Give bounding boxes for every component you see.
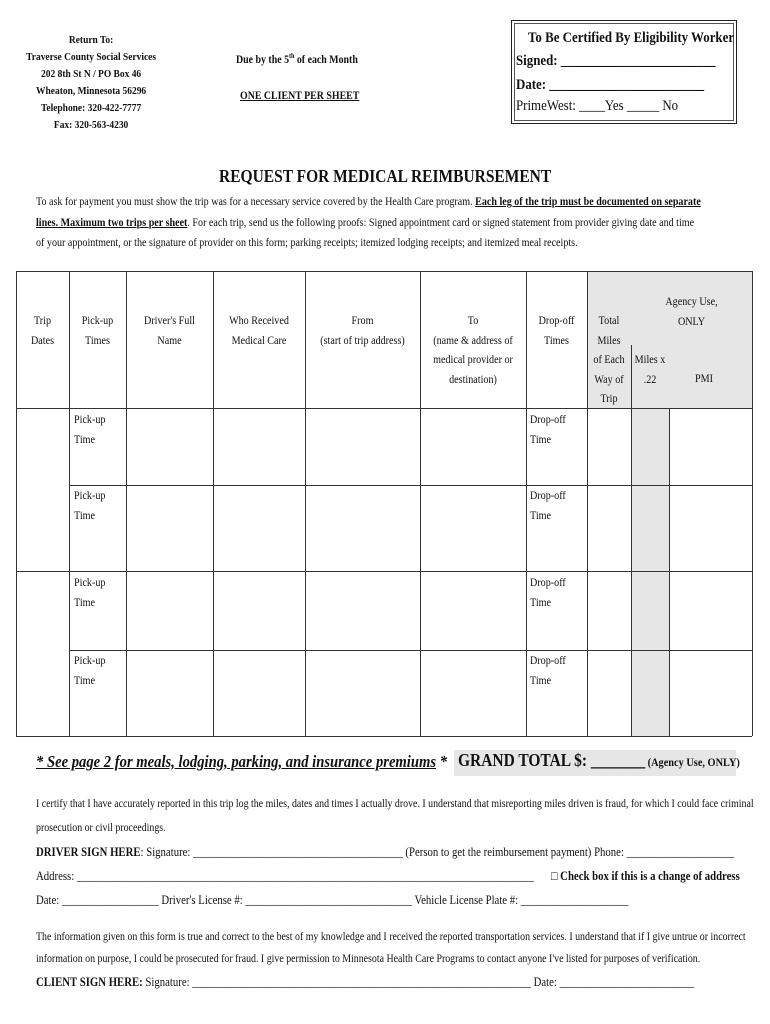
client-info-text-1: The information given on this form is true and correct to the best of my knowledge and I received the reported transportation services. I understand that if I give untrue or incorrect [36,931,746,943]
pickup-time-2[interactable]: Pick-up Time [74,490,106,522]
trip-log-table [16,271,752,736]
see-page-2-note: * See page 2 for meals, lodging, parking, and insurance premiums * [36,752,448,771]
agency-street: 202 8th St N / PO Box 46 [41,68,142,80]
grand-total-field[interactable]: GRAND TOTAL $: _______ (Agency Use, ONLY) [454,750,736,776]
header-agency-use: Agency Use, ONLY [665,296,718,328]
due-date-note: Due by the 5th of each Month [236,52,358,66]
header-who-received: Who Received Medical Care [229,315,289,347]
primewest-field[interactable]: PrimeWest: ____Yes _____ No [516,98,679,114]
dropoff-time-1[interactable]: Drop-off Time [530,414,566,446]
eligibility-certify-box [511,20,737,124]
header-miles-x: Miles x .22 [634,354,666,386]
return-address-block [18,32,164,134]
dropoff-time-3[interactable]: Drop-off Time [530,577,566,609]
client-sign-line[interactable]: CLIENT SIGN HERE: Signature: _______________________________________________________________ Date: _________________________ [36,975,694,989]
driver-certify-text-1: I certify that I have accurately reported in this trip log the miles, dates and times I actually drove. I understand that misreporting miles driven is fraud, for which I could face criminal [36,798,754,810]
header-dropoff-times: Drop-off Times [538,315,575,347]
pickup-time-4[interactable]: Pick-up Time [74,655,106,687]
agency-city: Wheaton, Minnesota 56296 [36,85,147,97]
header-trip-dates: Trip Dates [30,315,55,347]
agency-fax: Fax: 320-563-4230 [53,119,129,131]
intro-paragraph: To ask for payment you must show the trip was for a necessary service covered by the Health Care program. Each leg of the trip must be documented on separate lines. Maximum two trips per sheet. For each trip, send us the following proofs: Signed appointment card or signed statement from provider giving date and time of your appointment, or the signature of provider on this form; parking receipts; itemized lodging receipts; and itemized meal receipts. [36,196,701,249]
header-from: From (start of trip address) [320,315,405,347]
pickup-time-1[interactable]: Pick-up Time [74,414,106,446]
cert-signed-field[interactable]: Signed: ________________________ [516,53,716,69]
address-field[interactable]: Address: _____________________________________________________________________________________ [36,869,534,883]
change-address-checkbox[interactable]: □ Check box if this is a change of address [551,869,740,883]
agency-phone: Telephone: 320-422-7777 [40,102,142,114]
agency-name: Traverse County Social Services [26,51,157,63]
header-to: To (name & address of medical provider or destination) [433,315,513,386]
cert-date-field[interactable]: Date: ________________________ [516,77,705,93]
driver-certify-text-2: prosecution or civil proceedings. [36,822,166,834]
dropoff-time-4[interactable]: Drop-off Time [530,655,566,687]
cert-title: To Be Certified By Eligibility Worker [528,30,735,46]
one-client-note: ONE CLIENT PER SHEET [240,90,360,102]
header-pmi: PMI [694,373,713,385]
header-driver-name: Driver's Full Name [143,315,196,347]
form-title: REQUEST FOR MEDICAL REIMBURSEMENT [218,166,552,186]
client-info-text-2: information on purpose, I could be prosecuted for fraud. I give permission to Minnesota Health Care Programs to contact anyone I've listed for purposes of verification. [36,953,701,965]
header-pickup-times: Pick-up Times [81,315,114,347]
driver-sign-line[interactable]: DRIVER SIGN HERE: Signature: _______________________________________ (Person to get the reimbursement payment) Phone: ____________________ [36,845,735,859]
pickup-time-3[interactable]: Pick-up Time [74,577,106,609]
dropoff-time-2[interactable]: Drop-off Time [530,490,566,522]
return-to-label: Return To: [68,34,114,46]
date-license-line[interactable]: Date: __________________ Driver's License #: _______________________________ Vehicle License Plate #: ____________________ [36,893,629,907]
header-total-miles: Total Miles of Each Way of Trip [593,315,625,405]
